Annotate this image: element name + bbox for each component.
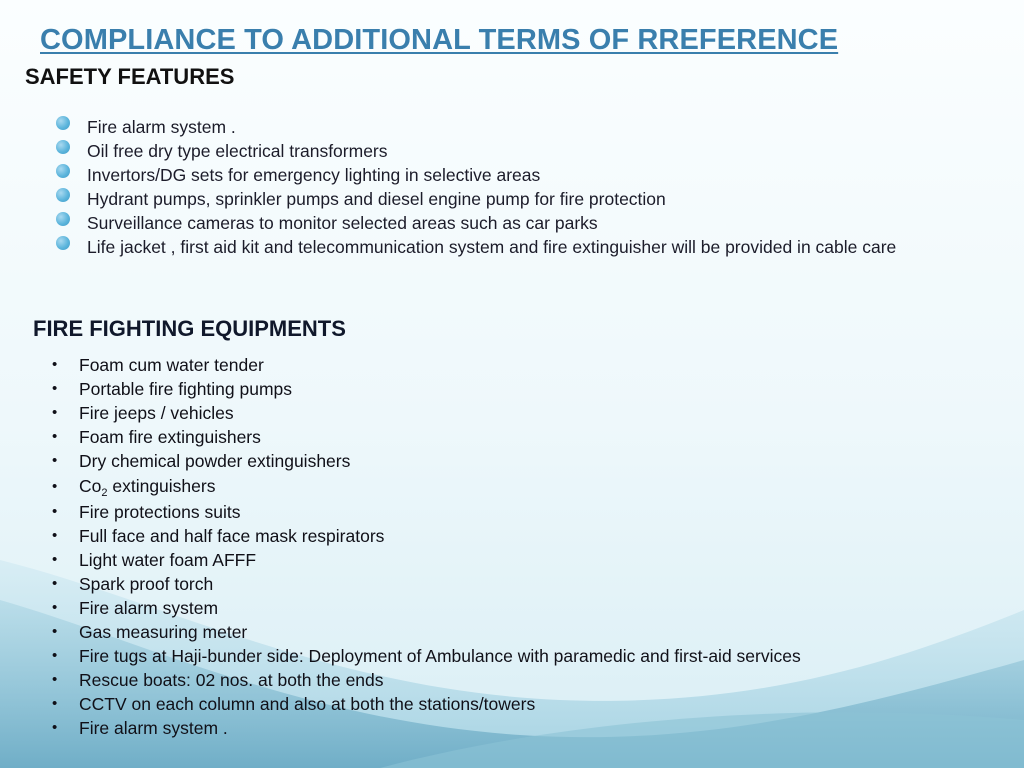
bullet-dot-icon	[56, 116, 70, 130]
fire-fighting-list	[52, 353, 952, 740]
bullet-icon: •	[52, 478, 58, 495]
bullet-icon: •	[52, 719, 58, 736]
fire-fighting-heading: FIRE FIGHTING EQUIPMENTS	[33, 316, 346, 341]
equipment-item: • Fire protections suits	[52, 502, 241, 522]
bullet-icon: •	[52, 695, 58, 712]
equipment-item: • Light water foam AFFF	[52, 550, 257, 570]
safety-features-heading: SAFETY FEATURES	[25, 64, 235, 89]
bullet-icon: •	[52, 503, 58, 520]
equipment-item: • Foam cum water tender	[52, 355, 264, 375]
bullet-icon: •	[52, 404, 58, 421]
bullet-icon: •	[52, 623, 58, 640]
bullet-icon: •	[52, 428, 58, 445]
equipment-item: • Fire alarm system .	[52, 718, 228, 738]
safety-features-list	[56, 115, 980, 259]
equipment-item: • Dry chemical powder extinguishers	[52, 451, 351, 471]
bullet-icon: •	[52, 647, 58, 664]
bullet-dot-icon	[56, 212, 70, 226]
safety-item: Surveillance cameras to monitor selected areas such as car parks	[56, 211, 980, 235]
slide-title: COMPLIANCE TO ADDITIONAL TERMS OF RREFERENCE	[40, 24, 839, 56]
bullet-icon: •	[52, 356, 58, 373]
equipment-item: • Fire alarm system	[52, 598, 219, 618]
equipment-item: • Rescue boats: 02 nos. at both the ends	[52, 670, 384, 690]
equipment-item: • Fire tugs at Haji-bunder side: Deployment of Ambulance with paramedic and first-aid services	[52, 646, 801, 666]
bullet-dot-icon	[56, 188, 70, 202]
equipment-item: • Gas measuring meter	[52, 622, 248, 642]
bullet-dot-icon	[56, 140, 70, 154]
equipment-item: • CCTV on each column and also at both the stations/towers	[52, 694, 536, 714]
bullet-icon: •	[52, 380, 58, 397]
bullet-icon: •	[52, 575, 58, 592]
bullet-icon: •	[52, 527, 58, 544]
safety-item: Oil free dry type electrical transformers	[56, 139, 980, 163]
safety-item: Fire alarm system .	[56, 115, 980, 139]
equipment-item: • Portable fire fighting pumps	[52, 379, 293, 399]
equipment-item: • Foam fire extinguishers	[52, 427, 261, 447]
safety-item: Life jacket , first aid kit and telecommunication system and fire extinguisher will be provided in cable care	[56, 235, 980, 259]
bullet-dot-icon	[56, 164, 70, 178]
equipment-item: • Full face and half face mask respirators	[52, 526, 385, 546]
safety-item: Hydrant pumps, sprinkler pumps and diesel engine pump for fire protection	[56, 187, 980, 211]
equipment-item: • Fire jeeps / vehicles	[52, 403, 234, 423]
bullet-icon: •	[52, 452, 58, 469]
equipment-item-co2: • $Co_2$ extinguishers	[52, 473, 952, 500]
safety-item: Invertors/DG sets for emergency lighting in selective areas	[56, 163, 980, 187]
bullet-dot-icon	[56, 236, 70, 250]
bullet-icon: •	[52, 551, 58, 568]
bullet-icon: •	[52, 599, 58, 616]
equipment-item: • Spark proof torch	[52, 574, 214, 594]
bullet-icon: •	[52, 671, 58, 688]
